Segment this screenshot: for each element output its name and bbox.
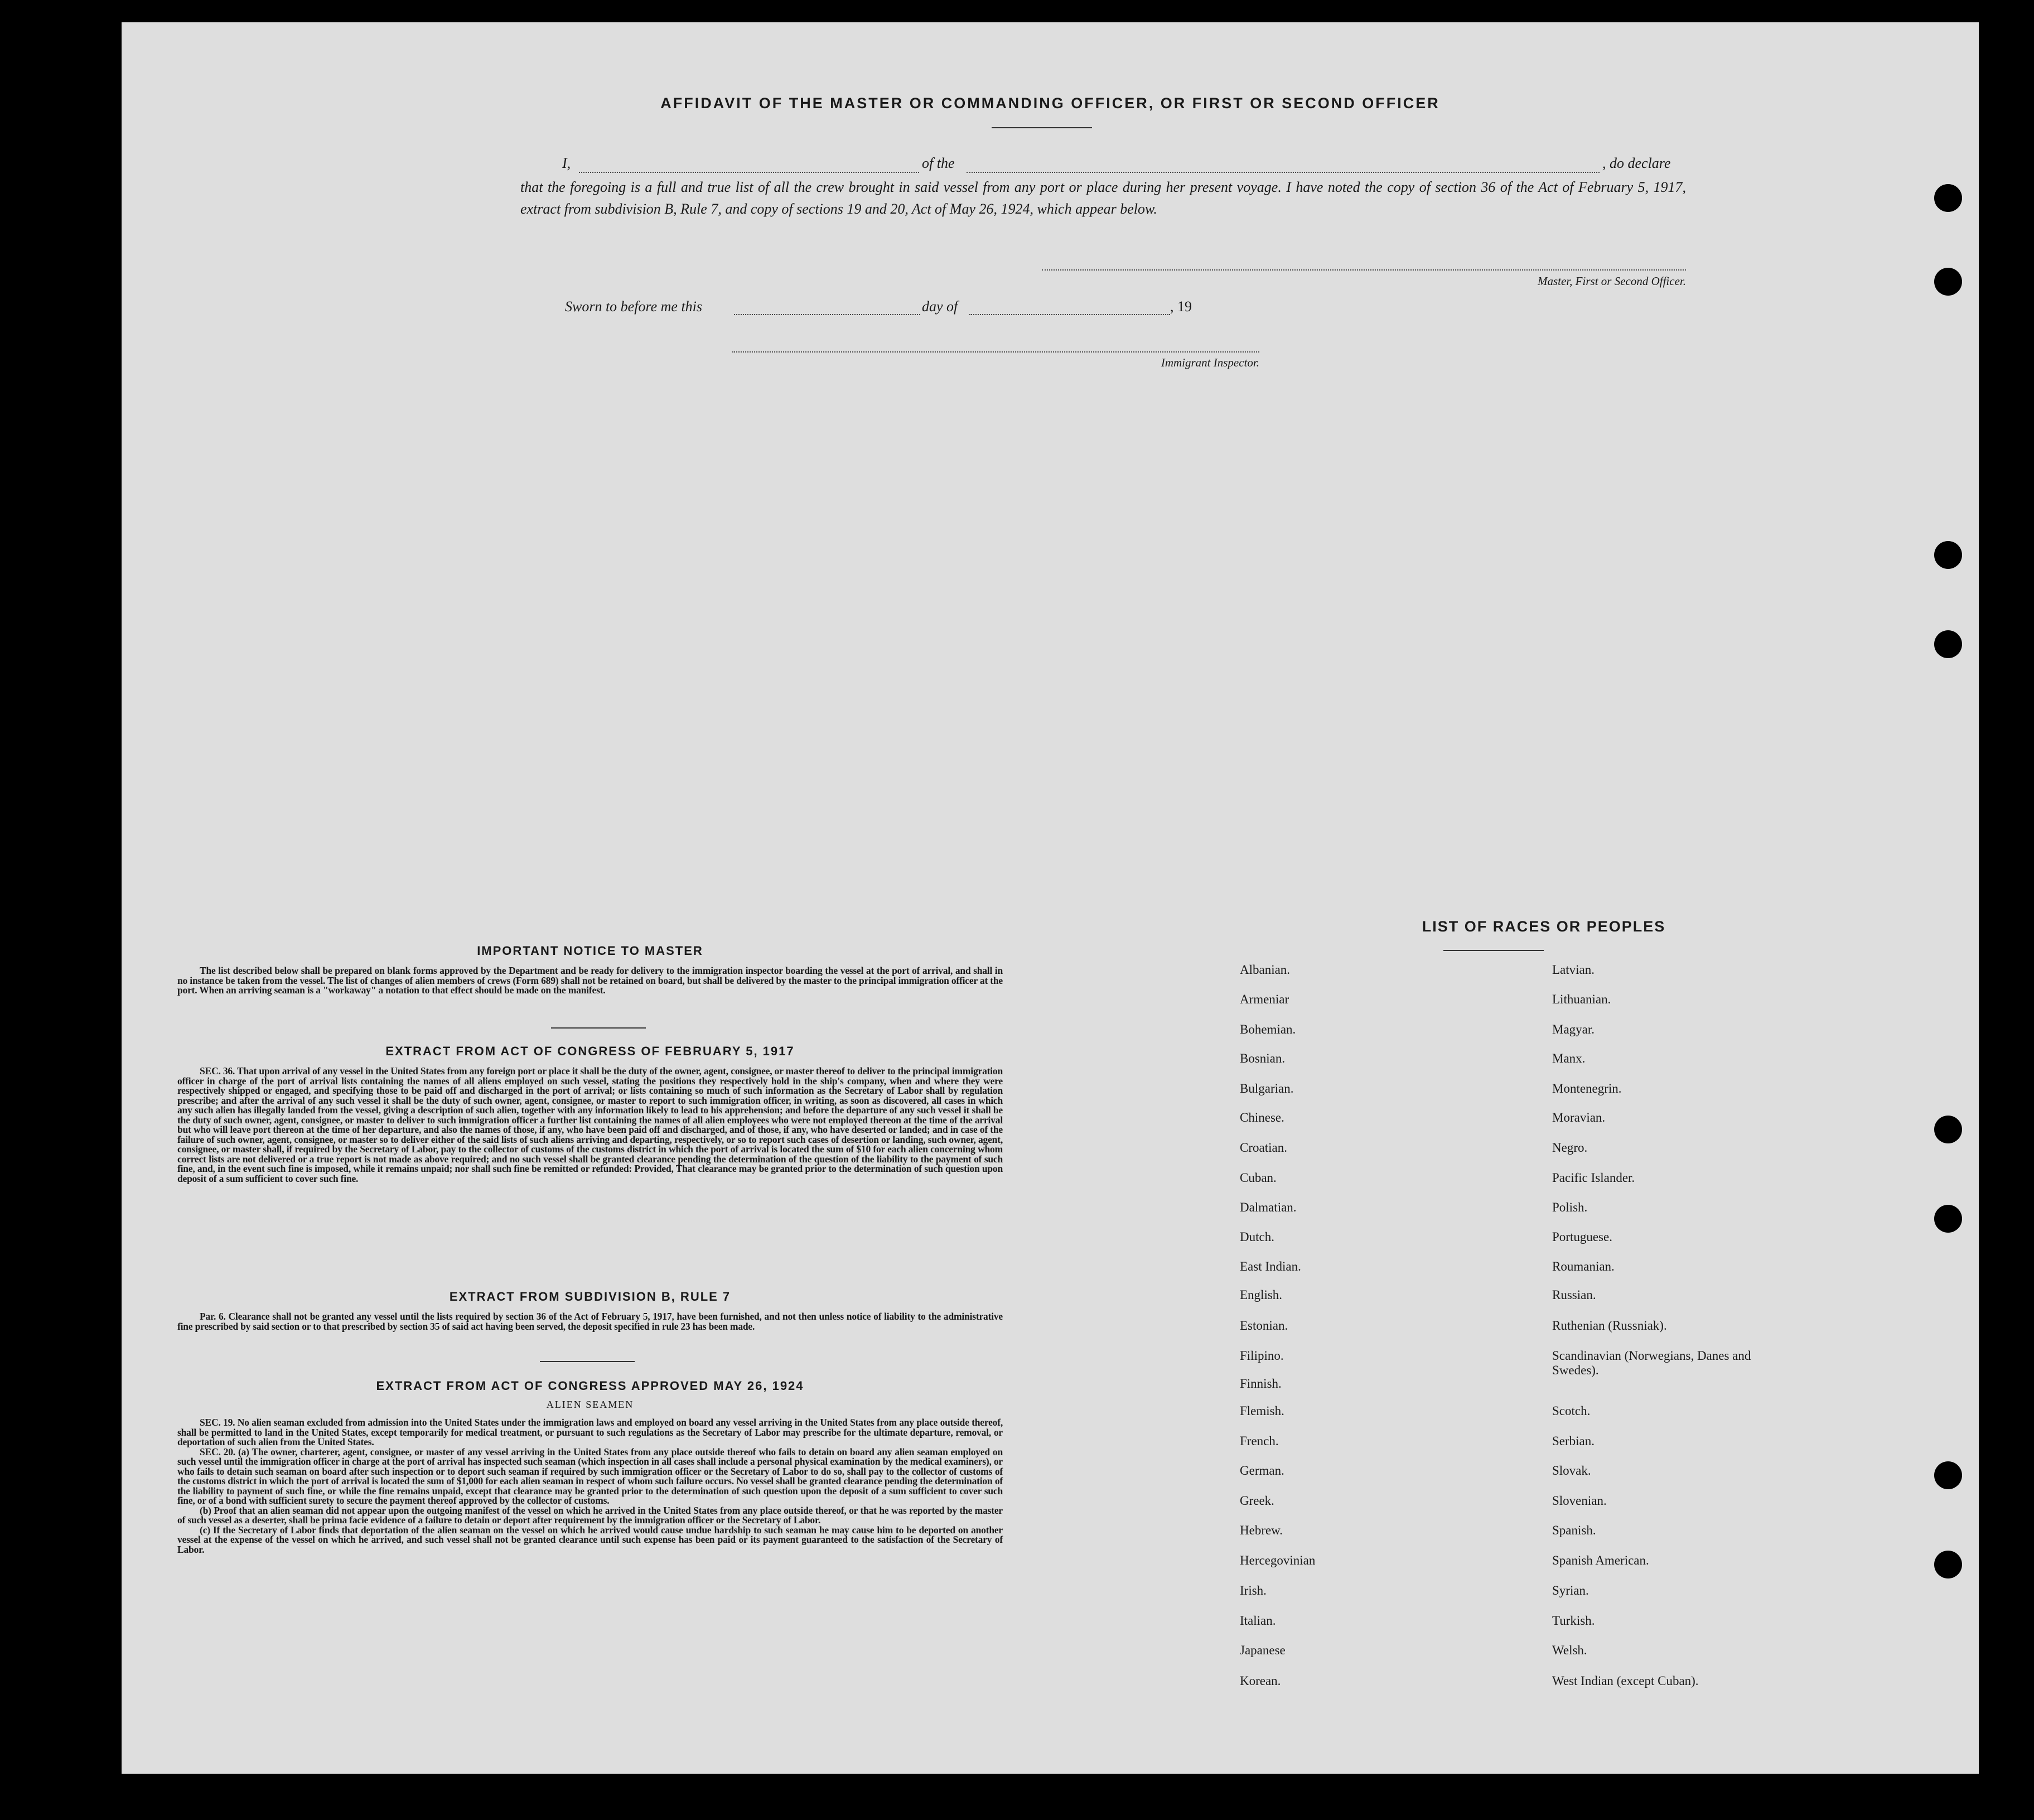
race-item: Slovak. <box>1552 1464 1591 1478</box>
race-item: Roumanian. <box>1552 1259 1615 1273</box>
race-item: Korean. <box>1240 1674 1281 1688</box>
inspector-signature-line[interactable] <box>732 351 1259 353</box>
document-page <box>122 22 1979 1774</box>
race-item: Latvian. <box>1552 963 1595 977</box>
section-20b-paragraph: (b) Proof that an alien seaman did not appear upon the outgoing manifest of the vessel on which he arrived in the United States from any place outside thereof, or that he was reported by the master of such vessel as a deserter, shall be prima facie evidence of a failure to detain or deport after requirement by the immigration officer or the Secretary of Labor. <box>177 1504 1003 1525</box>
race-item: Finnish. <box>1240 1377 1282 1391</box>
notice-paragraph: The list described below shall be prepared on blank forms approved by the Department and be ready for delivery to the immigration inspector boarding the vessel at the port of arrival, and shall in no instance be taken from the vessel. The list of changes of alien members of crews (Form 689) shall not be retained on board, but shall be delivered by the master to the principal immigration officer at the port. When an arriving seaman is a "workaway" a notation to that effect should be made on the manifest. <box>177 965 1003 996</box>
race-item: Magyar. <box>1552 1022 1595 1036</box>
extract-1924-text <box>177 1418 1003 1555</box>
section-20a-paragraph: SEC. 20. (a) The owner, charterer, agent, consignee, or master of any vessel arriving in the United States from any place outside thereof who fails to detain on board any alien seaman employed on such vessel until the immigration officer in charge at the port of arrival has inspected such seaman (which inspection in all cases shall include a personal physical examination by the medical examiners), or who fails to detain such seaman on board after such inspection or to deport such seaman if required by such immigration officer or the Secretary of Labor to do so, shall pay to the collector of customs of the customs district in which the port of arrival is located the sum of $1,000 for each alien seaman in respect of whom such failure occurs. No vessel shall be granted clearance pending the determination of the liability to payment of such fine, or while the fine remains unpaid, except that clearance may be granted prior to the determination of such question upon the deposit of a sum sufficient to cover such fine, or of a bond with sufficient surety to secure the payment thereof approved by the collector of customs. <box>177 1446 1003 1506</box>
race-item: Slovenian. <box>1552 1494 1607 1508</box>
extract-1924-title: EXTRACT FROM ACT OF CONGRESS APPROVED MAY 26, 1924 <box>376 1379 804 1393</box>
binder-hole <box>1934 1205 1962 1233</box>
race-item: Moravian. <box>1552 1111 1606 1124</box>
race-item: Serbian. <box>1552 1434 1595 1448</box>
race-item: Russian. <box>1552 1288 1596 1302</box>
extract-1917-title: EXTRACT FROM ACT OF CONGRESS OF FEBRUARY 5, 1917 <box>385 1044 795 1058</box>
race-item: French. <box>1240 1434 1279 1448</box>
race-item: Montenegrin. <box>1552 1082 1622 1095</box>
race-item: Cuban. <box>1240 1171 1277 1185</box>
race-item: Hercegovinian <box>1240 1553 1316 1567</box>
alien-seamen-subtitle: ALIEN SEAMEN <box>546 1399 634 1410</box>
race-item: Bosnian. <box>1240 1051 1286 1065</box>
binder-hole <box>1934 1551 1962 1578</box>
race-item: Turkish. <box>1552 1614 1595 1628</box>
race-item: Dutch. <box>1240 1230 1274 1244</box>
race-item: Armeniar <box>1240 992 1289 1006</box>
race-item: East Indian. <box>1240 1259 1301 1273</box>
race-item: English. <box>1240 1288 1283 1302</box>
binder-hole <box>1934 268 1962 296</box>
race-item: Bohemian. <box>1240 1022 1296 1036</box>
race-item: Lithuanian. <box>1552 992 1611 1006</box>
race-item: Scotch. <box>1552 1404 1591 1418</box>
do-declare-label: , do declare <box>1602 155 1671 171</box>
declarant-name-line[interactable] <box>579 172 919 173</box>
race-item: Spanish. <box>1552 1523 1596 1537</box>
sworn-date-line[interactable] <box>734 314 920 315</box>
binder-hole <box>1934 541 1962 569</box>
rule-7-text <box>177 1312 1003 1331</box>
race-item: Japanese <box>1240 1643 1286 1657</box>
rule-7-divider <box>540 1361 635 1362</box>
section-20c-paragraph: (c) If the Secretary of Labor finds that deportation of the alien seaman on the vessel on which he arrived would cause undue hardship to such seaman he may cause him to be deported on another vessel at the expense of the vessel on which he arrived, and such vessel shall not be granted clearance until such expense has been paid or its payment guaranteed to the satisfaction of the Secretary of Labor. <box>177 1524 1003 1555</box>
vessel-name-line[interactable] <box>967 172 1600 173</box>
race-item: Ruthenian (Russniak). <box>1552 1319 1667 1333</box>
race-item: Albanian. <box>1240 963 1291 977</box>
race-item: Chinese. <box>1240 1111 1284 1124</box>
race-item: Irish. <box>1240 1584 1267 1597</box>
race-item: Manx. <box>1552 1051 1586 1065</box>
races-divider <box>1443 950 1544 951</box>
race-item: West Indian (except Cuban). <box>1552 1674 1699 1688</box>
race-item: Negro. <box>1552 1141 1588 1155</box>
race-item: Bulgarian. <box>1240 1082 1294 1095</box>
race-item: Spanish American. <box>1552 1553 1649 1567</box>
binder-hole <box>1934 184 1962 212</box>
affidavit-body: that the foregoing is a full and true list of all the crew brought in said vessel from any port or place during her present voyage. I have noted the copy of section 36 of the Act of February 5, 1917, extract from subdivision B, Rule 7, and copy of sections 19 and 20, Act of May 26, 1924, which appear below. <box>520 179 1686 217</box>
race-item: Greek. <box>1240 1494 1274 1508</box>
sworn-label: Sworn to before me this <box>565 298 703 315</box>
notice-divider <box>551 1027 646 1029</box>
binder-hole <box>1934 630 1962 658</box>
year-label: , 19 <box>1170 298 1192 315</box>
race-item: Flemish. <box>1240 1404 1284 1418</box>
race-item: Hebrew. <box>1240 1523 1283 1537</box>
notice-title: IMPORTANT NOTICE TO MASTER <box>477 944 703 958</box>
rule-7-title: EXTRACT FROM SUBDIVISION B, RULE 7 <box>449 1290 731 1304</box>
declarant-label: I, <box>562 155 571 171</box>
inspector-caption: Immigrant Inspector. <box>1161 356 1259 369</box>
races-title: LIST OF RACES OR PEOPLES <box>1422 918 1666 935</box>
race-item: Portuguese. <box>1552 1230 1612 1244</box>
par-6-paragraph: Par. 6. Clearance shall not be granted any vessel until the lists required by section 36 of the Act of February 5, 1917, have been furnished, and not then unless notice of liability to the administrative fine prescribed by said section or to that prescribed by section 35 of said act having been served, the deposit specified in rule 23 has been made. <box>177 1311 1003 1332</box>
race-item: Dalmatian. <box>1240 1200 1297 1214</box>
race-item: Italian. <box>1240 1614 1276 1628</box>
of-the-label: of the <box>922 155 955 171</box>
affidavit-title: AFFIDAVIT OF THE MASTER OR COMMANDING OFFICER, OR FIRST OR SECOND OFFICER <box>660 95 1440 112</box>
race-item: Estonian. <box>1240 1319 1288 1333</box>
race-item: Pacific Islander. <box>1552 1171 1635 1185</box>
extract-1917-text <box>177 1066 1003 1184</box>
race-item: Syrian. <box>1552 1584 1589 1597</box>
title-divider <box>992 127 1092 128</box>
race-item: Croatian. <box>1240 1141 1287 1155</box>
officer-signature-line[interactable] <box>1042 269 1686 271</box>
sworn-month-line[interactable] <box>969 314 1170 315</box>
binder-hole <box>1934 1461 1962 1489</box>
notice-text <box>177 966 1003 996</box>
binder-hole <box>1934 1116 1962 1143</box>
race-item: Welsh. <box>1552 1643 1587 1657</box>
section-19-paragraph: SEC. 19. No alien seaman excluded from admission into the United States under the immigration laws and employed on board any vessel arriving in the United States from any place outside thereof, shall be permitted to land in the United States, except temporarily for medical treatment, or pursuant to such regulations as the Secretary of Labor may prescribe for the ultimate departure, removal, or deportation of such alien from the United States. <box>177 1417 1003 1447</box>
section-36-paragraph: SEC. 36. That upon arrival of any vessel in the United States from any foreign port or place it shall be the duty of the owner, agent, consignee, or master thereof to deliver to the principal immigration officer in charge of the port of arrival lists containing the names of all aliens employed on such vessel, stating the positions they respectively hold in the ship's company, when and where they were respectively shipped or engaged, and specifying those to be paid off and discharged in the port of arrival; or lists containing so much of such information as the Secretary of Labor shall by regulation prescribe; and after the arrival of any such vessel it shall be the duty of such owner, agent, consignee, or master to report to such immigration officer, in writing, as soon as discovered, all cases in which any such alien has illegally landed from the vessel, giving a description of such alien, together with any information likely to lead to his apprehension; and before the departure of any such vessel it shall be the duty of such owner, agent, consignee, or master to deliver to such immigration officer a further list containing the names of all alien employees who were not employed thereon at the time of the arrival but who will leave port thereon at the time of her departure, and also the names of those, if any, who have been paid off and discharged, and of those, if any, who have deserted or landed; and in case of the failure of such owner, agent, consignee, or master so to deliver either of the said lists of such aliens arriving and departing, respectively, or so to report such cases of desertion or landing, such owner, agent, consignee, or master shall, if required by the Secretary of Labor, pay to the collector of customs of the customs district in which the port of arrival is located the sum of $10 for each alien concerning whom correct lists are not delivered or a true report is not made as above required; and no such vessel shall be granted clearance pending the determination of the question of the liability to the payment of such fine, and, in the event such fine is imposed, while it remains unpaid; nor shall such fine be remitted or refunded: Provided, That clearance may be granted prior to the determination of such question upon deposit of a sum sufficient to cover such fine. <box>177 1065 1003 1184</box>
officer-caption: Master, First or Second Officer. <box>1538 274 1686 288</box>
race-item: Polish. <box>1552 1200 1588 1214</box>
day-of-label: day of <box>922 298 958 315</box>
race-item: Filipino. <box>1240 1349 1284 1363</box>
race-item: Scandinavian (Norwegians, Danes and Swedes). <box>1552 1349 1751 1377</box>
race-item: German. <box>1240 1464 1284 1478</box>
